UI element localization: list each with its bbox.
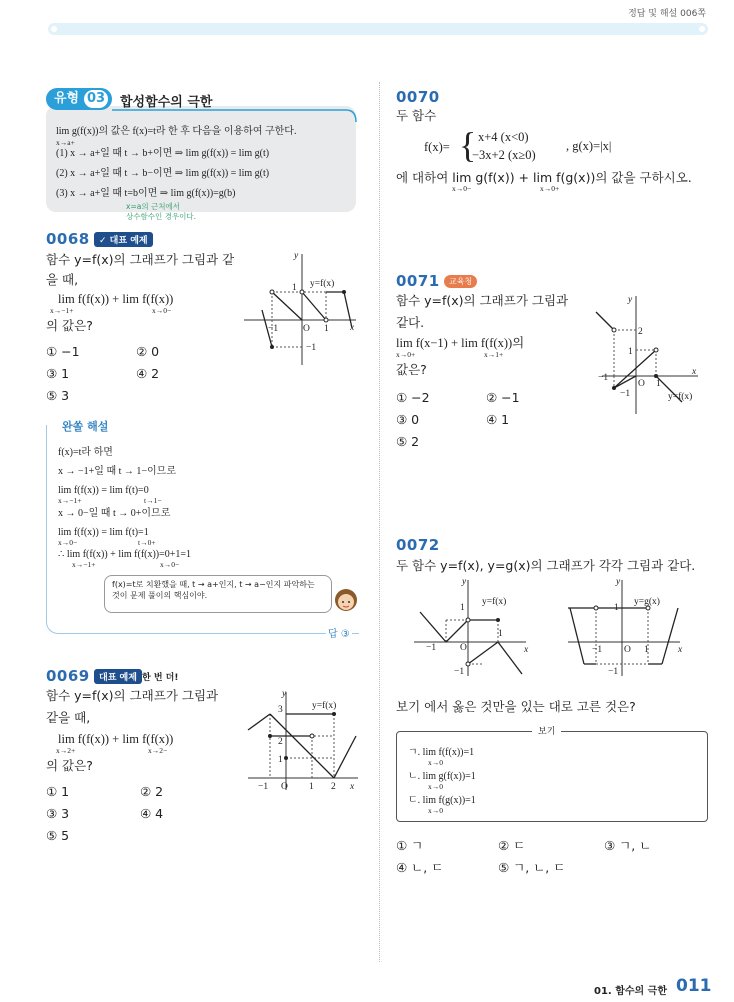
- bogi-sub-1: x→0: [428, 758, 443, 767]
- g72g-f-label: y=g(x): [634, 597, 660, 607]
- g69-tick-neg1: −1: [258, 782, 269, 792]
- p69-question-2: 같을 때,: [46, 710, 91, 725]
- graph-0068: [244, 250, 359, 368]
- bogi-item-2: ㄴ. lim g(f(x))=1: [408, 771, 476, 782]
- p68-choice-4[interactable]: ④ 2: [136, 366, 160, 381]
- g72g-ytick-1: 1: [614, 603, 619, 613]
- solution-answer: 답 ③: [326, 625, 352, 640]
- type-line1-sub: x→a+: [56, 138, 75, 147]
- p69-expression: lim f(f(x)) + lim f(f(x)): [58, 732, 174, 746]
- solution-sub-4: t→0+: [138, 538, 156, 547]
- p68-choice-5[interactable]: ⑤ 3: [46, 388, 70, 403]
- type-item-1: (1) x → a+일 때 t → b+이면 ⇒ lim g(f(x)) = lim g(t): [56, 148, 270, 159]
- g72g-tick-1: 1: [644, 645, 649, 655]
- p72-choice-1[interactable]: ① ㄱ: [396, 838, 424, 853]
- p72-choice-5[interactable]: ⑤ ㄱ, ㄴ, ㄷ: [498, 860, 566, 875]
- solution-title: 완쏠 해설: [58, 418, 112, 434]
- top-decor-bar: [48, 23, 708, 35]
- page-number: 011: [676, 976, 712, 996]
- g71-f-label: y=f(x): [668, 392, 693, 402]
- problem-number-0068: 0068: [46, 230, 90, 248]
- tip-text: f(x)=t로 치환했을 때, t → a+인지, t → a−인지 파악하는 것이 문제 풀이의 핵심이야.: [112, 580, 315, 600]
- p71-choice-4[interactable]: ④ 1: [486, 412, 510, 427]
- g71-tick-1: 1: [656, 379, 661, 389]
- p70-question-1: 두 함수: [396, 108, 437, 123]
- p69-expr-sub-2: x→2−: [148, 746, 168, 755]
- g68-origin: O: [303, 324, 310, 334]
- g71-x-label: x: [692, 367, 697, 377]
- graph-0069: [246, 690, 361, 792]
- g72f-ytick-1: 1: [460, 603, 465, 613]
- g68-x-label: x: [350, 323, 355, 333]
- g72f-x-label: x: [524, 645, 529, 655]
- bogi-sub-2: x→0: [428, 782, 443, 791]
- solution-line-3: lim f(f(x)) = lim f(t)=0: [58, 485, 149, 496]
- bar-dot-left: [51, 26, 57, 32]
- g72g-ytick-neg1: −1: [608, 667, 619, 677]
- type-line1: lim g(f(x))의 값은 f(x)=t라 한 후 다음을 이용하여 구한다.: [56, 126, 297, 137]
- solution-sub-5: x→−1+: [72, 560, 96, 569]
- p69-question-1: 함수 y=f(x)의 그래프가 그림과: [46, 688, 219, 703]
- p70-question-2: 에 대하여 lim g(f(x)) + lim f(g(x))의 값을 구하시오.: [396, 170, 692, 185]
- solution-sub-6: x→0−: [160, 560, 180, 569]
- g69-x-label: x: [350, 782, 355, 792]
- p72-choice-3[interactable]: ③ ㄱ, ㄴ: [604, 838, 652, 853]
- bogi-sub-3: x→0: [428, 806, 443, 815]
- g68-ytick-neg1: −1: [306, 343, 317, 353]
- g71-ytick-neg1: −1: [620, 389, 631, 399]
- problem-number-0071: 0071: [396, 272, 440, 290]
- g69-ytick-3: 3: [278, 705, 283, 715]
- p70-case-2: −3x+2 (x≥0): [472, 148, 536, 162]
- g72f-f-label: y=f(x): [482, 597, 507, 607]
- graph-0072-g: [566, 578, 684, 678]
- p71-question-2: 같다.: [396, 315, 425, 330]
- g72g-y-label: y: [616, 577, 621, 587]
- g68-ytick-1: 1: [292, 283, 297, 293]
- g72f-tick-1: 1: [498, 629, 503, 639]
- g71-tick-neg1: −1: [598, 373, 609, 383]
- p70-brace: {: [459, 125, 477, 165]
- solution-line-2: x → −1+일 때 t → 1−이므로: [58, 466, 176, 477]
- g72g-tick-neg1: −1: [592, 645, 603, 655]
- g68-y-label: y: [294, 251, 299, 261]
- tutor-avatar-icon: [334, 588, 358, 614]
- p70-case-1: x+4 (x<0): [478, 130, 529, 144]
- p71-choice-5[interactable]: ⑤ 2: [396, 434, 420, 449]
- graph-0072-f: [412, 578, 530, 678]
- type-note-1: x=a의 근처에서: [126, 202, 180, 211]
- p72-choice-4[interactable]: ④ ㄴ, ㄷ: [396, 860, 444, 875]
- g72f-tick-neg1: −1: [426, 643, 437, 653]
- g68-f-label: y=f(x): [310, 279, 335, 289]
- g71-y-label: y: [628, 295, 633, 305]
- solution-line-1: f(x)=t라 하면: [58, 447, 113, 458]
- type-item-3: (3) x → a+일 때 t=b이면 ⇒ lim g(f(x))=g(b): [56, 188, 236, 199]
- p71-expression: lim f(x−1) + lim f(f(x))의: [396, 336, 525, 350]
- solution-sub-3: x→0−: [58, 538, 78, 547]
- problem-number-0072: 0072: [396, 536, 440, 554]
- g68-tick-neg1: −1: [268, 324, 279, 334]
- g72f-y-label: y: [462, 577, 467, 587]
- p70-sub-2: x→0+: [540, 184, 560, 193]
- graph-0071: [594, 292, 706, 417]
- badge-once-more: 한 번 더!: [142, 673, 179, 683]
- answer-reference: 정답 및 해설 006쪽: [628, 9, 706, 19]
- p71-choice-1[interactable]: ① −2: [396, 390, 430, 405]
- solution-sub-2: t→1−: [144, 496, 162, 505]
- p69-choice-3[interactable]: ③ 3: [46, 806, 70, 821]
- problem-number-0069: 0069: [46, 667, 90, 685]
- solution-line-4: x → 0−일 때 t → 0+이므로: [58, 508, 171, 519]
- g72g-origin: O: [624, 645, 631, 655]
- g69-ytick-2: 2: [278, 737, 283, 747]
- badge-education-office: 교육청: [444, 275, 477, 288]
- type-number: 03: [84, 90, 108, 108]
- p68-question-2: 을 때,: [46, 272, 79, 287]
- p68-question-1: 함수 y=f(x)의 그래프가 그림과 같: [46, 252, 235, 267]
- solution-sub-1: x→−1+: [58, 496, 82, 505]
- p68-choice-3[interactable]: ③ 1: [46, 366, 70, 381]
- p70-sub-1: x→0−: [452, 184, 472, 193]
- type-item-2: (2) x → a+일 때 t → b−이면 ⇒ lim g(f(x)) = lim g(t): [56, 168, 270, 179]
- g71-origin: O: [638, 379, 645, 389]
- g71-ytick-1: 1: [628, 347, 633, 357]
- g69-origin: O: [281, 782, 288, 792]
- g72f-origin: O: [460, 643, 467, 653]
- badge-representative: ✓ 대표 예제: [94, 232, 153, 247]
- p69-choice-5[interactable]: ⑤ 5: [46, 828, 70, 843]
- solution-line-6: ∴ lim f(f(x)) + lim f(f(x))=0+1=1: [58, 549, 192, 560]
- p70-gx: , g(x)=|x|: [566, 139, 612, 153]
- g72g-x-label: x: [678, 645, 683, 655]
- bogi-item-1: ㄱ. lim f(f(x))=1: [408, 747, 475, 758]
- problem-number-0070: 0070: [396, 88, 440, 106]
- p68-expr-sub-2: x→0−: [152, 306, 172, 315]
- p71-choice-3[interactable]: ③ 0: [396, 412, 420, 427]
- badge-representative-2: 대표 예제: [94, 669, 142, 684]
- p71-choice-2[interactable]: ② −1: [486, 390, 520, 405]
- p69-choice-1[interactable]: ① 1: [46, 784, 70, 799]
- g71-ytick-2: 2: [638, 327, 643, 337]
- p69-choice-4[interactable]: ④ 4: [140, 806, 164, 821]
- bar-dot-right: [699, 26, 705, 32]
- p68-expr-sub-1: x→−1+: [50, 306, 74, 315]
- p68-expression: lim f(f(x)) + lim f(f(x)): [58, 292, 174, 306]
- p71-sub-1: x→0+: [396, 350, 416, 359]
- bogi-item-3: ㄷ. lim f(g(x))=1: [408, 795, 476, 806]
- p69-question-3: 의 값은?: [46, 758, 93, 773]
- footer-chapter: 01. 함수의 극한: [594, 986, 667, 997]
- g69-y-label: y: [282, 689, 287, 699]
- p72-question-1: 두 함수 y=f(x), y=g(x)의 그래프가 각각 그림과 같다.: [396, 558, 696, 573]
- type-pill: [46, 88, 112, 110]
- p72-bogi-question: 보기 에서 옳은 것만을 있는 대로 고른 것은?: [396, 699, 636, 714]
- p70-fx: f(x)=: [424, 140, 450, 154]
- solution-line-5: lim f(f(x)) = lim f(t)=1: [58, 527, 149, 538]
- g69-ytick-1: 1: [278, 755, 283, 765]
- g72f-ytick-neg1: −1: [454, 667, 465, 677]
- type-tag: 유형: [54, 91, 80, 106]
- p68-question-3: 의 값은?: [46, 318, 93, 333]
- p71-question-1: 함수 y=f(x)의 그래프가 그림과: [396, 293, 569, 308]
- g69-tick-1: 1: [309, 782, 314, 792]
- type-title: 합성함수의 극한: [120, 95, 213, 110]
- g69-f-label: y=f(x): [312, 701, 337, 711]
- type-note-2: 상수함수인 경우이다.: [126, 212, 196, 221]
- p69-expr-sub-1: x→2+: [56, 746, 76, 755]
- p68-choice-1[interactable]: ① −1: [46, 344, 80, 359]
- g69-tick-2: 2: [331, 782, 336, 792]
- p68-choice-2[interactable]: ② 0: [136, 344, 160, 359]
- p71-question-3: 값은?: [396, 362, 427, 377]
- p72-choice-2[interactable]: ② ㄷ: [498, 838, 526, 853]
- g68-tick-1: 1: [324, 324, 329, 334]
- bogi-title: 보기: [532, 724, 561, 737]
- p69-choice-2[interactable]: ② 2: [140, 784, 164, 799]
- column-divider: [379, 82, 380, 962]
- p71-sub-2: x→1+: [484, 350, 504, 359]
